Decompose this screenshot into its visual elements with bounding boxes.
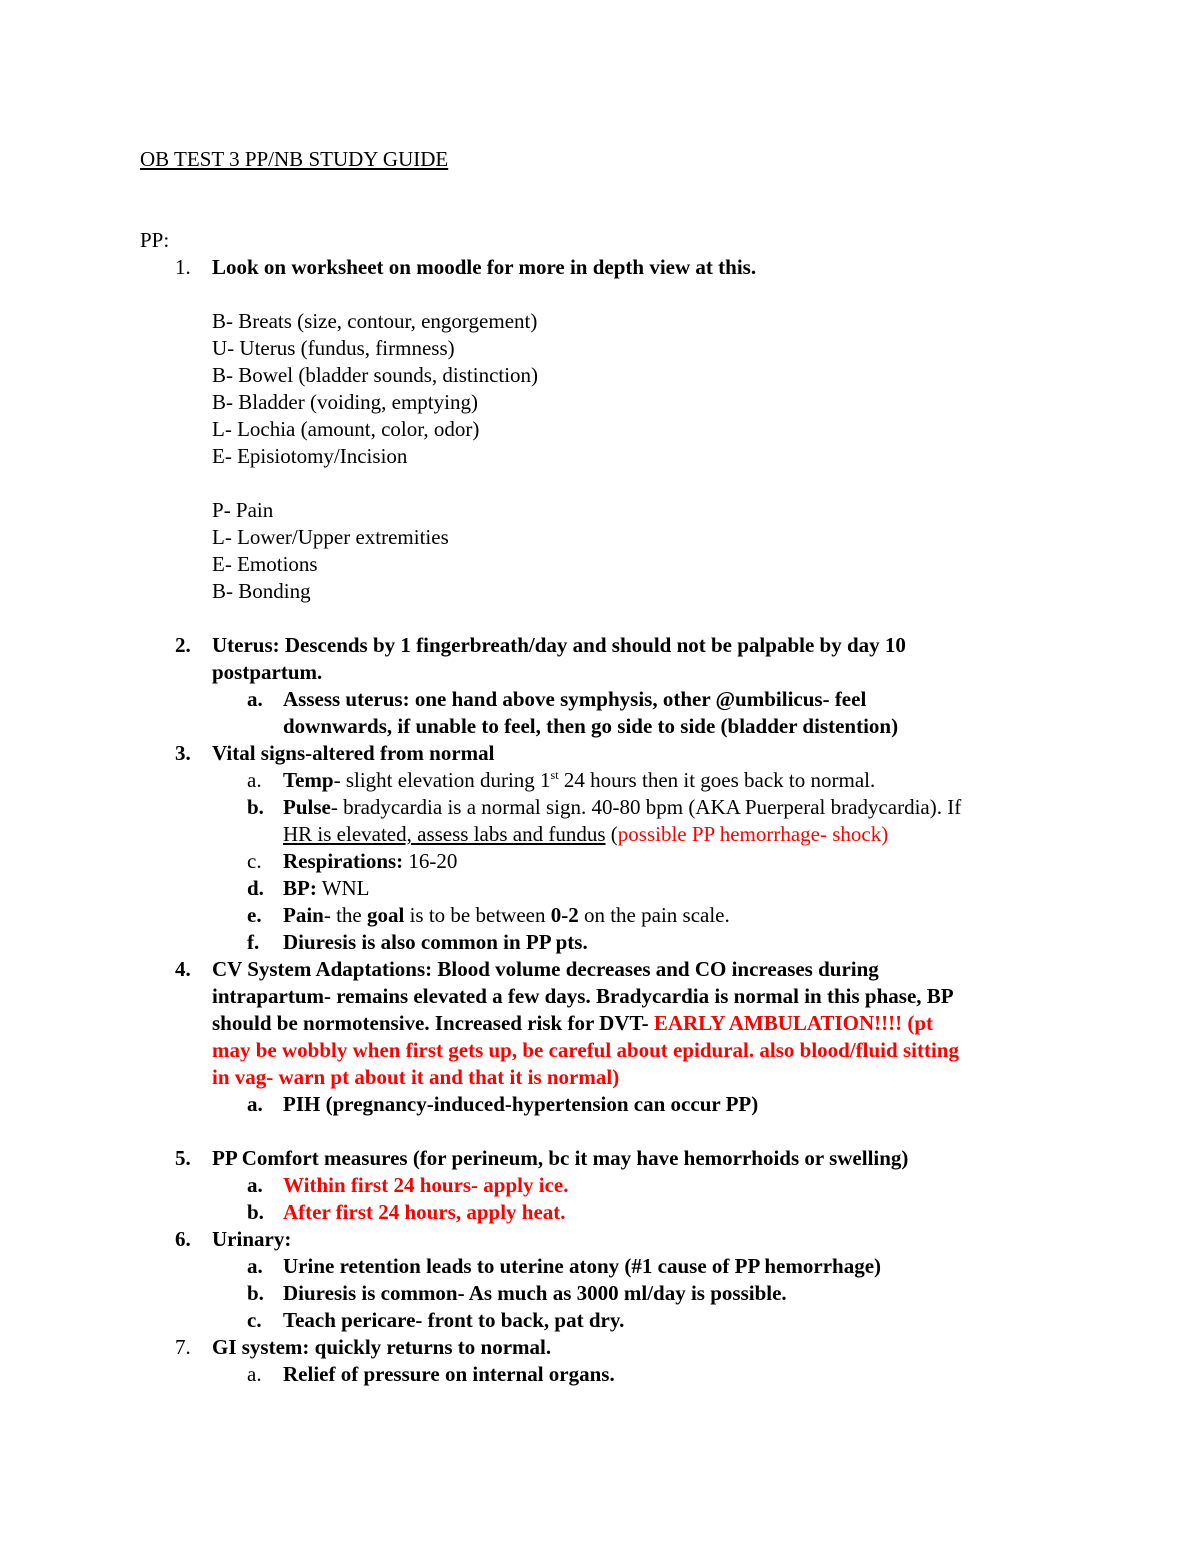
subitem-pulse-continued xyxy=(283,821,888,847)
item-number: 1. xyxy=(175,255,191,279)
subitem-text: on the pain scale. xyxy=(578,903,730,927)
subitem-temp xyxy=(283,767,875,793)
warning-text: may be wobbly when first gets up, be careful about epidural. also blood/fluid sitting xyxy=(212,1038,959,1062)
subitem-text: 16-20 xyxy=(403,849,458,873)
mnemonic-text: - Lower/Upper extremities xyxy=(224,525,449,549)
range-text: 0-2 xyxy=(550,903,579,927)
subitem-text: 24 hours then it goes back to normal. xyxy=(558,768,876,792)
item-number: 5. xyxy=(175,1146,191,1170)
subitem-text-continued: downwards, if unable to feel, then go side to side (bladder distention) xyxy=(283,714,899,738)
mnemonic-line xyxy=(212,551,318,577)
item-number: 6. xyxy=(175,1227,191,1251)
mnemonic-text: - Bladder (voiding, emptying) xyxy=(226,390,478,414)
subitem-label: Pulse xyxy=(283,795,331,819)
subitem-label: BP: xyxy=(283,876,317,900)
subitem-pulse xyxy=(283,794,961,820)
mnemonic-text: - Breats (size, contour, engorgement) xyxy=(226,309,538,333)
mnemonic-letter: U xyxy=(212,336,228,360)
item-text: PP Comfort measures (for perineum, bc it may have hemorrhoids or swelling) xyxy=(212,1146,909,1170)
subitem-letter: d. xyxy=(247,876,264,900)
subitem-letter: c. xyxy=(247,1308,262,1332)
subitem-label: Temp xyxy=(283,768,334,792)
mnemonic-line xyxy=(212,416,479,442)
warning-text: EARLY AMBULATION!!!! (pt xyxy=(653,1011,934,1035)
mnemonic-text: - Episiotomy/Incision xyxy=(224,444,408,468)
warning-text: After first 24 hours, apply heat. xyxy=(283,1200,566,1224)
item-number: 7. xyxy=(175,1335,191,1359)
item-number: 3. xyxy=(175,741,191,765)
subitem-text: Assess uterus: one hand above symphysis, other @umbilicus- feel xyxy=(283,687,867,711)
mnemonic-line xyxy=(212,497,273,523)
mnemonic-text: - Lochia (amount, color, odor) xyxy=(224,417,480,441)
mnemonic-text: - Bonding xyxy=(226,579,311,603)
item-number: 2. xyxy=(175,633,191,657)
subitem-letter: b. xyxy=(247,795,264,819)
subitem-letter: a. xyxy=(247,1254,263,1278)
subitem-text: Relief of pressure on internal organs. xyxy=(283,1362,615,1386)
mnemonic-line xyxy=(212,389,478,415)
item-text: Urinary: xyxy=(212,1227,292,1251)
subitem-text: WNL xyxy=(316,876,370,900)
item-text: Look on worksheet on moodle for more in depth view at this. xyxy=(212,255,757,279)
subitem-text: - the xyxy=(323,903,367,927)
mnemonic-letter: E xyxy=(212,444,225,468)
subitem-text: - bradycardia is a normal sign. 40-80 bpm (AKA Puerperal bradycardia). If xyxy=(330,795,962,819)
subitem-text: ( xyxy=(605,822,618,846)
subitem-text: PIH (pregnancy-induced-hypertension can occur PP) xyxy=(283,1092,759,1116)
subitem-label: Respirations: xyxy=(283,849,404,873)
item-text: CV System Adaptations: Blood volume decreases and CO increases during xyxy=(212,957,879,981)
underlined-text: HR is elevated, assess labs and fundus xyxy=(283,822,606,846)
subitem-letter: b. xyxy=(247,1281,264,1305)
subitem-text: Urine retention leads to uterine atony (#1 cause of PP hemorrhage) xyxy=(283,1254,882,1278)
warning-text: possible PP hemorrhage- shock) xyxy=(617,822,889,846)
subitem-letter: e. xyxy=(247,903,262,927)
subitem-letter: b. xyxy=(247,1200,264,1224)
item-text-continued: intrapartum- remains elevated a few days. Bradycardia is normal in this phase, BP xyxy=(212,984,954,1008)
mnemonic-letter: B xyxy=(212,579,227,603)
mnemonic-text: - Uterus (fundus, firmness) xyxy=(227,336,455,360)
mnemonic-line xyxy=(212,524,449,550)
mnemonic-letter: P xyxy=(212,498,224,522)
subitem-letter: a. xyxy=(247,768,262,792)
subitem-text: Teach pericare- front to back, pat dry. xyxy=(283,1308,625,1332)
section-heading-pp: PP: xyxy=(140,228,170,252)
item-number: 4. xyxy=(175,957,191,981)
superscript: st xyxy=(550,768,559,782)
warning-text: in vag- warn pt about it and that it is normal) xyxy=(212,1065,620,1089)
mnemonic-letter: E xyxy=(212,552,225,576)
item-text: GI system: quickly returns to normal. xyxy=(212,1335,552,1359)
item-text: should be normotensive. Increased risk for DVT- xyxy=(212,1011,654,1035)
subitem-text: Diuresis is also common in PP pts. xyxy=(283,930,588,954)
subitem-letter: a. xyxy=(247,687,263,711)
mnemonic-line xyxy=(212,362,538,388)
mnemonic-text: - Pain xyxy=(223,498,274,522)
subitem-pain xyxy=(283,902,730,928)
item-text: Uterus: Descends by 1 fingerbreath/day and should not be palpable by day 10 xyxy=(212,633,906,657)
subitem-letter: a. xyxy=(247,1092,263,1116)
item-text: Vital signs-altered from normal xyxy=(212,741,495,765)
mnemonic-letter: B xyxy=(212,390,227,414)
subitem-letter: a. xyxy=(247,1362,262,1386)
subitem-text: - slight elevation during 1 xyxy=(333,768,551,792)
warning-text: Within first 24 hours- apply ice. xyxy=(283,1173,569,1197)
mnemonic-line xyxy=(212,443,407,469)
item-text-continued: postpartum. xyxy=(212,660,323,684)
subitem-letter: c. xyxy=(247,849,262,873)
mnemonic-line xyxy=(212,308,537,334)
subitem-label: Pain xyxy=(283,903,324,927)
mnemonic-line xyxy=(212,578,311,604)
mnemonic-letter: L xyxy=(212,417,225,441)
subitem-letter: f. xyxy=(247,930,260,954)
mnemonic-text: - Emotions xyxy=(224,552,318,576)
mnemonic-letter: L xyxy=(212,525,225,549)
subitem-text: Diuresis is common- As much as 3000 ml/day is possible. xyxy=(283,1281,787,1305)
mnemonic-letter: B xyxy=(212,363,227,387)
subitem-letter: a. xyxy=(247,1173,263,1197)
page-title: OB TEST 3 PP/NB STUDY GUIDE xyxy=(140,147,449,171)
mnemonic-line xyxy=(212,335,455,361)
mnemonic-text: - Bowel (bladder sounds, distinction) xyxy=(226,363,539,387)
mnemonic-letter: B xyxy=(212,309,227,333)
subitem-respirations xyxy=(283,848,457,874)
subitem-bp xyxy=(283,875,370,901)
goal-text: goal xyxy=(367,903,405,927)
item-text-continued xyxy=(212,1010,933,1036)
subitem-text: is to be between xyxy=(404,903,551,927)
